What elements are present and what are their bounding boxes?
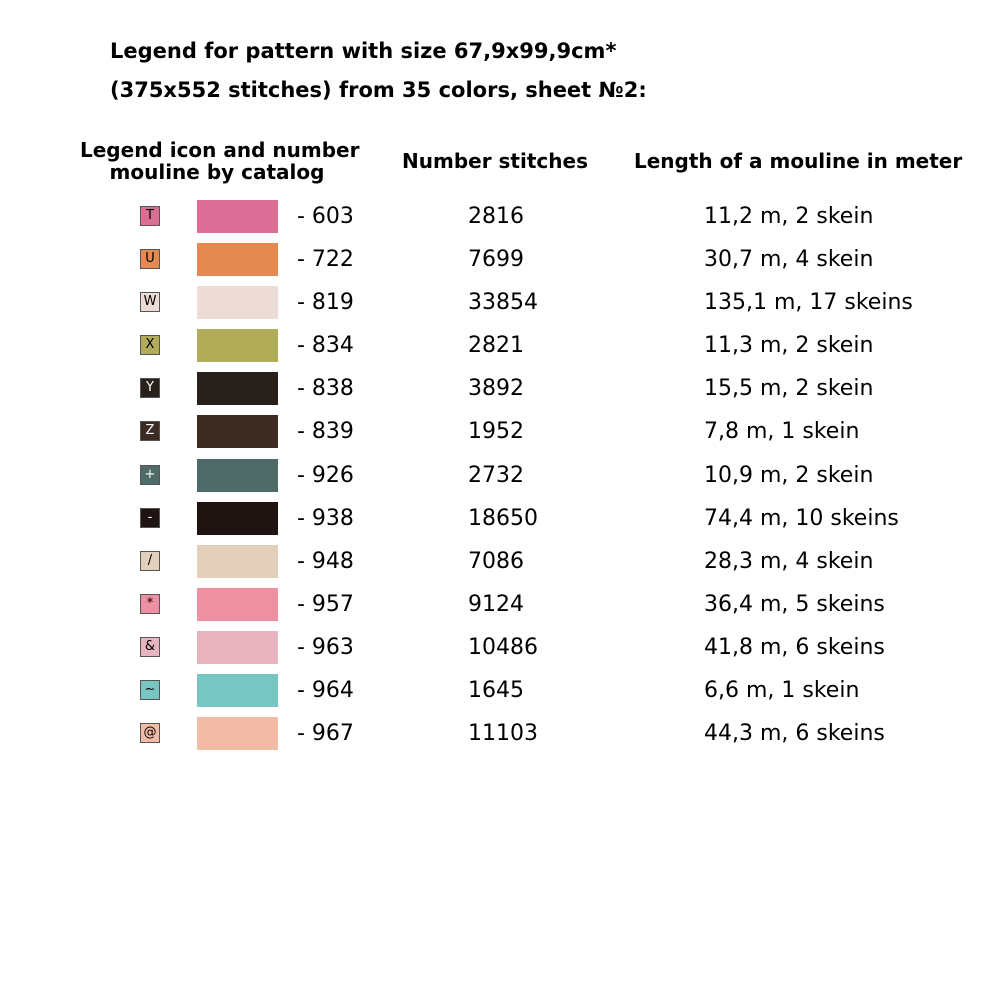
mouline-length: 135,1 m, 17 skeins [704,290,913,316]
stitch-count: 1645 [468,678,524,704]
stitch-count: 18650 [468,505,538,531]
color-swatch [197,717,278,750]
stitch-count: 10486 [468,634,538,660]
legend-symbol-icon: & [140,637,160,657]
mouline-code: - 948 [297,548,354,574]
mouline-length: 30,7 m, 4 skein [704,247,874,273]
legend-row [0,716,1000,759]
legend-symbol-icon: Z [140,421,160,441]
legend-row [0,458,1000,501]
stitch-count: 1952 [468,419,524,445]
stitch-count: 33854 [468,290,538,316]
stitch-count: 7086 [468,548,524,574]
column-header-icon-number [80,138,360,184]
color-swatch [197,243,278,276]
mouline-length: 11,3 m, 2 skein [704,333,874,359]
color-swatch [197,588,278,621]
mouline-length: 44,3 m, 6 skeins [704,721,885,747]
color-swatch [197,286,278,319]
legend-symbol-icon: T [140,206,160,226]
legend-row [0,587,1000,630]
legend-symbol-icon: U [140,249,160,269]
mouline-code: - 938 [297,505,354,531]
mouline-length: 41,8 m, 6 skeins [704,634,885,660]
mouline-length: 15,5 m, 2 skein [704,376,874,402]
mouline-length: 7,8 m, 1 skein [704,419,860,445]
mouline-code: - 963 [297,634,354,660]
legend-row [0,371,1000,414]
legend-row [0,501,1000,544]
legend-row [0,630,1000,673]
legend-row [0,414,1000,457]
mouline-length: 11,2 m, 2 skein [704,204,874,229]
color-swatch [197,545,278,578]
legend-symbol-icon: Y [140,378,160,398]
color-swatch [197,459,278,492]
legend-row [0,199,1000,242]
color-swatch [197,631,278,664]
mouline-code: - 722 [297,247,354,273]
mouline-code: - 967 [297,721,354,747]
column-header-stitches: Number stitches [402,149,588,173]
mouline-length: 74,4 m, 10 skeins [704,505,899,531]
color-swatch [197,674,278,707]
stitch-count: 2816 [468,204,524,229]
legend-symbol-icon: + [140,465,160,485]
stitch-count: 7699 [468,247,524,273]
column-header-icon-line-1: Legend icon and number [80,138,360,162]
stitch-count: 2732 [468,462,524,488]
legend-symbol-icon: - [140,508,160,528]
legend-row [0,242,1000,285]
mouline-code: - 838 [297,376,354,402]
mouline-length: 28,3 m, 4 skein [704,548,874,574]
legend-symbol-icon: * [140,594,160,614]
stitch-count: 11103 [468,721,538,747]
legend-row [0,328,1000,371]
color-swatch [197,372,278,405]
stitch-count: 2821 [468,333,524,359]
column-header-length: Length of a mouline in meter [634,149,963,173]
legend-row [0,673,1000,716]
color-swatch [197,329,278,362]
mouline-length: 6,6 m, 1 skein [704,678,860,704]
legend-symbol-icon: X [140,335,160,355]
legend-symbol-icon: @ [140,723,160,743]
color-swatch [197,415,278,448]
legend-row [0,285,1000,328]
color-swatch [197,502,278,535]
legend-title-line-1: Legend for pattern with size 67,9x99,9cm* [110,39,617,63]
legend-table [0,199,1000,759]
legend-row [0,544,1000,587]
color-swatch [197,200,278,233]
stitch-count: 9124 [468,591,524,617]
legend-symbol-icon: W [140,292,160,312]
mouline-length: 10,9 m, 2 skein [704,462,874,488]
column-header-icon-line-2: mouline by catalog [109,160,325,184]
mouline-code: - 964 [297,678,354,704]
legend-symbol-icon: / [140,551,160,571]
legend-symbol-icon: ~ [140,680,160,700]
mouline-code: - 926 [297,462,354,488]
mouline-code: - 839 [297,419,354,445]
mouline-code: - 957 [297,591,354,617]
mouline-length: 36,4 m, 5 skeins [704,591,885,617]
stitch-count: 3892 [468,376,524,402]
mouline-code: - 603 [297,204,354,229]
mouline-code: - 819 [297,290,354,316]
legend-title-line-2: (375x552 stitches) from 35 colors, sheet №2: [110,78,647,102]
mouline-code: - 834 [297,333,354,359]
